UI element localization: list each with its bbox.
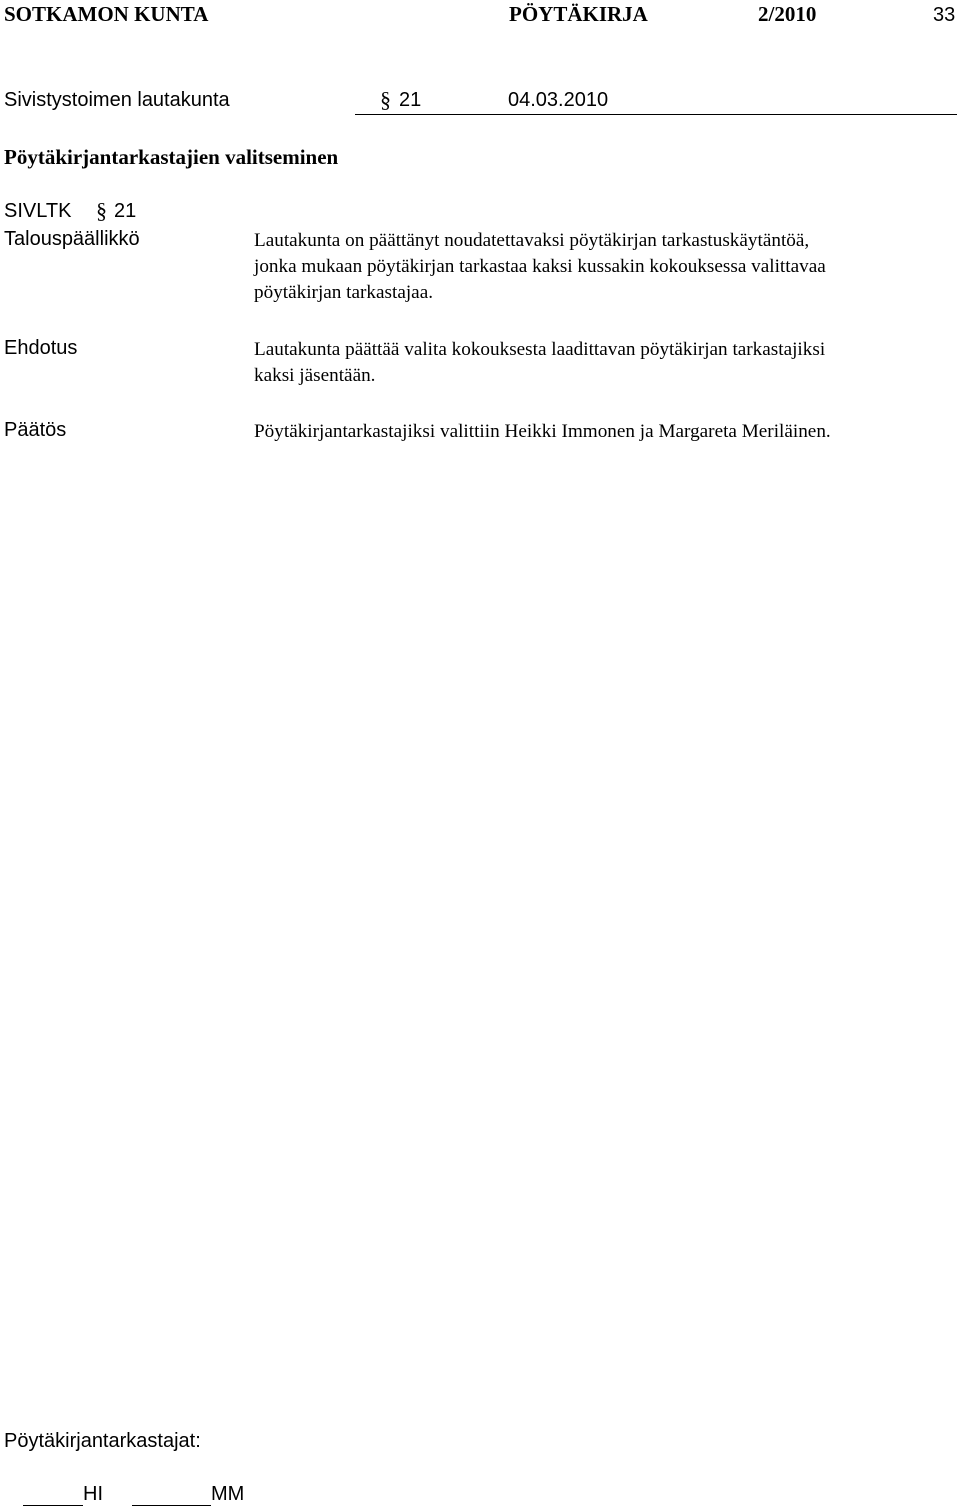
section-title: Pöytäkirjantarkastajien valitseminen [4, 145, 339, 169]
body-line: Lautakunta päättää valita kokouksesta laadittavan pöytäkirjan tarkastajiksi [254, 339, 826, 360]
signature-line [23, 1505, 83, 1506]
document-type: PÖYTÄKIRJA [509, 2, 648, 26]
committee-name: Sivistystoimen lautakunta [4, 89, 230, 111]
signature-line [132, 1505, 211, 1506]
page-number: 33 [933, 4, 956, 26]
body-line: Lautakunta on päättänyt noudatettavaksi pöytäkirjan tarkastuskäytäntöä, [254, 230, 810, 251]
item-body-decision [254, 419, 831, 445]
reference-number: 21 [114, 200, 137, 222]
item-label-presenter: Talouspäällikkö [4, 228, 140, 250]
meeting-date: 04.03.2010 [508, 89, 609, 111]
body-line: Pöytäkirjantarkastajiksi valittiin Heikki Immonen ja Margareta Meriläinen. [254, 421, 831, 442]
reference-paragraph-sign: § [96, 198, 107, 223]
item-label-decision: Päätös [4, 419, 67, 441]
header-divider [355, 114, 957, 115]
paragraph-sign: § [380, 87, 391, 112]
reviewer-initials: MM [211, 1483, 245, 1505]
body-line: kaksi jäsentään. [254, 365, 376, 386]
item-body-proposal [254, 337, 825, 389]
item-label-proposal: Ehdotus [4, 337, 78, 359]
reviewer-initials: HI [83, 1483, 103, 1505]
organization-name: SOTKAMON KUNTA [4, 2, 209, 26]
document-number: 2/2010 [758, 2, 817, 26]
body-line: pöytäkirjan tarkastajaa. [254, 282, 434, 303]
body-line: jonka mukaan pöytäkirjan tarkastaa kaksi kussakin kokouksessa valittavaa [254, 256, 826, 277]
reviewers-label: Pöytäkirjantarkastajat: [4, 1430, 201, 1452]
reference-code: SIVLTK [4, 200, 72, 222]
paragraph-number: 21 [399, 89, 422, 111]
item-body-presenter [254, 228, 826, 306]
